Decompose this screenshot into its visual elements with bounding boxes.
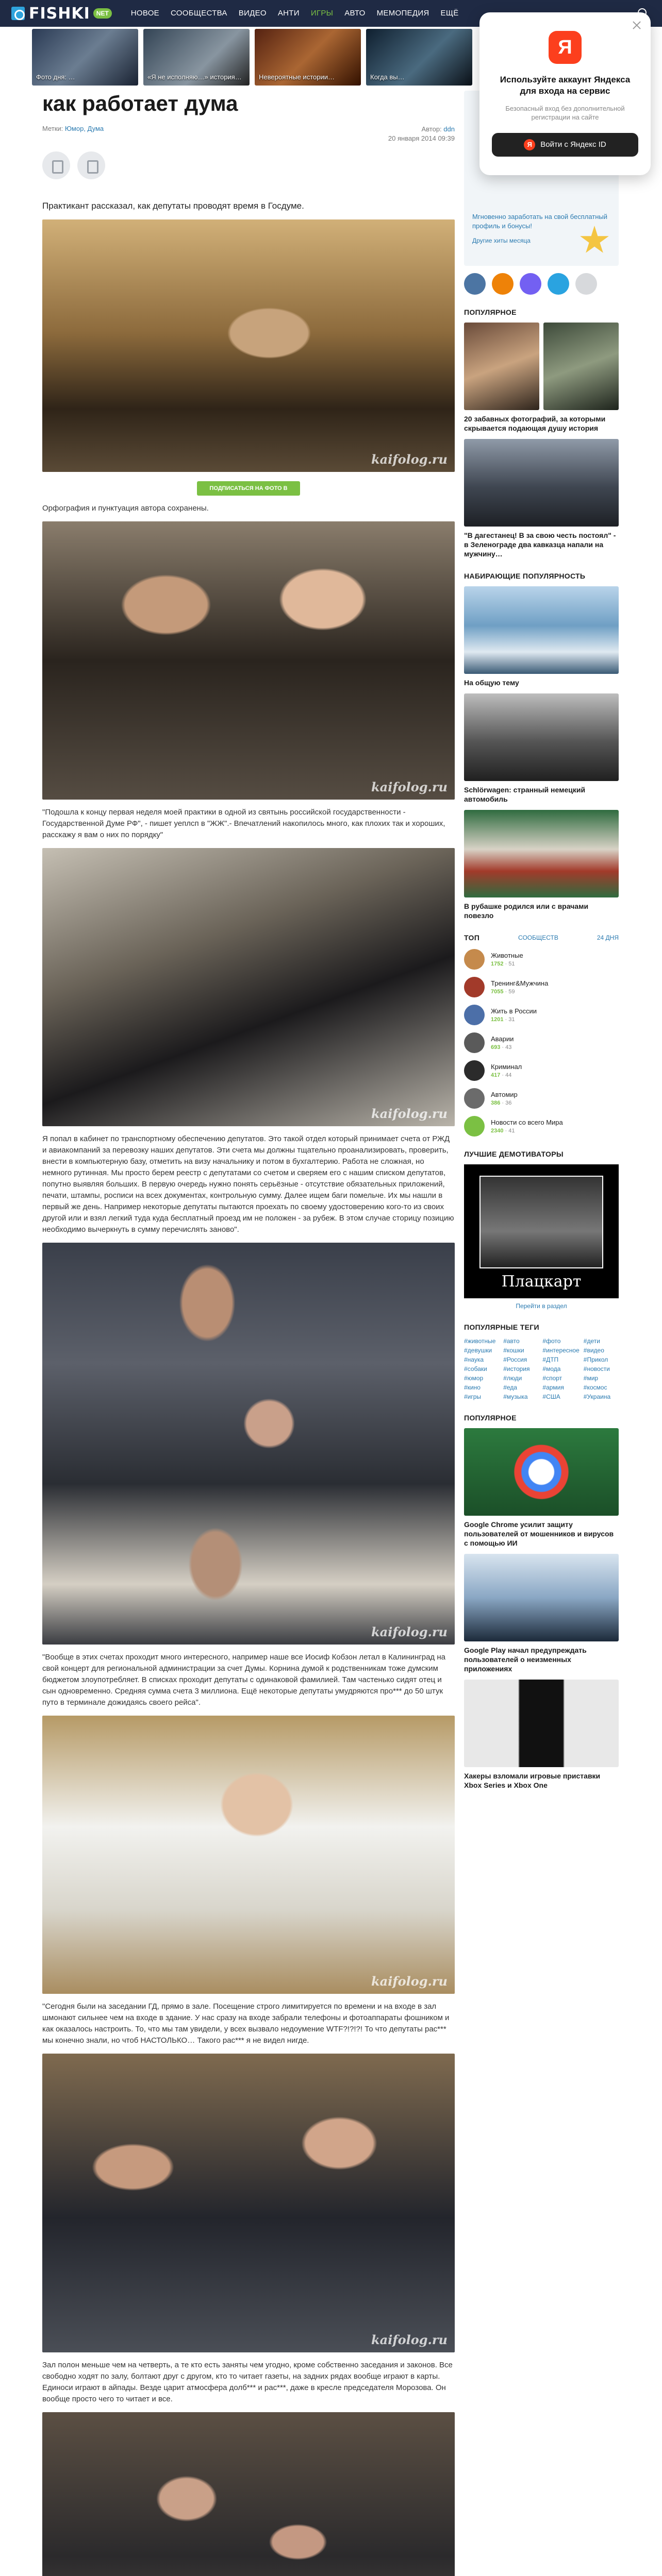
yandex-login-button[interactable] [492,133,638,157]
top-period-select[interactable]: 24 ДНЯ [597,934,619,941]
tag-link[interactable]: #фото [542,1337,561,1345]
telegram-icon[interactable] [548,273,569,295]
community-name: Животные [491,952,523,959]
trending-title: НАБИРАЮЩИЕ ПОПУЛЯРНОСТЬ [464,572,586,580]
community-score: 59 [508,989,515,995]
community-count: 417 [491,1072,501,1078]
tag-link[interactable]: #собаки [464,1365,487,1372]
trending-item[interactable] [464,693,619,804]
trending-image [464,586,619,674]
popular2-item[interactable] [464,1680,619,1790]
nav-auto[interactable]: АВТО [344,9,366,18]
yandex-login-label: Войти с Яндекс ID [540,140,606,149]
article-photo [42,2412,455,2576]
community-score: 44 [505,1072,512,1078]
photo-caption: Зал полон меньше чем на четверть, а те кто есть заняты чем угодно, кроме собственно заседания и законов. Все свободно ходят по залу, болтают друг с другом, кто то читает газеты, на задних рядах вообще играют в карты. Единоси играют в айпады. Везде царит атмосфера долб*** и рас***, даже в кресле председателя Морозова. Он вообще просто чего то читает и все. [42,2361,453,2403]
trending-caption: На общую тему [464,679,519,687]
tag-link[interactable]: #игры [464,1393,482,1400]
tag-link[interactable]: #дети [583,1337,600,1345]
community-score: 41 [508,1128,515,1134]
photo-caption: "Сегодня были на заседании ГД, прямо в зале. Посещение строго лимитируется по времени и на входе в зал шмонают сильнее чем на входе в здание. У нас сразу на входе забрали телефоны и фотоаппараты фошником и как оказалось настроить. То, что мы там увидели, у всех вызвало недоумение WTF?!?!?! То что депутаты рас*** мы конечно знали, но чтоб НАСТОЛЬКО… Такого рас*** я не видел нигде. [42,2002,450,2045]
demotivator-image [479,1176,603,1268]
tag-link[interactable]: #спорт [542,1375,562,1382]
top-community[interactable]: Криминал 417 · 44 [464,1060,619,1081]
tag-link[interactable]: #мода [542,1365,561,1372]
article-tags[interactable]: Юмор, Дума [64,125,104,132]
nav-memopedia[interactable]: МЕМОПЕДИЯ [376,9,429,18]
community-name: Новости со всего Мира [491,1118,563,1126]
popular2-caption: Google Play начал предупреждать пользователей о неизменных приложениях [464,1646,587,1673]
demotivators-link[interactable]: Перейти в раздел [516,1302,567,1310]
logo-text: FISHKI [29,4,90,23]
subscribe-gallery-button[interactable]: ПОДПИСАТЬСЯ НА ФОТО В ГАЛЕРЕЕ [197,481,300,496]
top-community[interactable]: Тренинг&Мужчина 7055 · 59 [464,977,619,997]
community-count: 1201 [491,1016,504,1023]
top-community[interactable]: Животные 1752 · 51 [464,949,619,970]
community-name: Жить в России [491,1007,537,1015]
photo-watermark: kaifolog.ru [371,2332,448,2347]
article-photo [42,1243,455,1645]
community-score: 36 [505,1100,512,1106]
yandex-title: Используйте аккаунт Яндекса для входа на сервис [500,75,631,96]
popular-caption: 20 забавных фотографий, за которыми скрывается подающая душу история [464,415,606,432]
tag-link[interactable]: #еда [503,1384,517,1391]
promo-card[interactable] [143,29,250,86]
article-actions [42,151,455,179]
community-score: 43 [505,1044,512,1050]
tag-link[interactable]: #история [503,1365,530,1372]
popular-title: ПОПУЛЯРНОЕ [464,308,517,316]
yandex-subtitle: Безопасный вход без дополнительной регистрации на сайте [505,105,625,121]
yandex-icon: Я [524,139,535,150]
trending-caption: Schlörwagen: странный немецкий автомобиль [464,786,586,803]
popular2-item[interactable] [464,1554,619,1673]
popular2-caption: Хакеры взломали игровые приставки Xbox Series и Xbox One [464,1772,601,1789]
photo-caption: Я попал в кабинет по транспортному обеспечению депутатов. Это такой отдел который принимает счета от РЖД и авиакомпаний за перевозку наших депутатов. Эти счета мы должны тщательно проанализировать, проверить, внести в компьютерную базу, отметить на визу начальнику и потом в бухгалтерию. Работа не сложная, но немного рутинная. Мы просто берем реестр с депутатами со счетом и сверяем его с нашим списком депутатов, попутно выявляя больших. В первую очередь нужно понять серьёзные - отсутствие обязательных приложений, печати, штампы, росписи на всех документах, контрольную сумму. Далее ищем баги помельче. Их мы нашли в первый же день. Например некоторые депутаты пытаются проехать по своему удостоверению кого-то из своих другой или и взял легкий туда куда бесплатный проезд им не положен - за рубеж. В этом случае сторицу позицию необходимо вычеркнуть в сумму перечислять заново". [42,1134,454,1234]
community-score: 31 [508,1016,515,1023]
article-photo [42,1716,455,1994]
trending-caption: В рубашке родился или с врачами повезло [464,902,589,920]
tag-link[interactable]: #Россия [503,1356,527,1363]
community-avatar [464,977,485,997]
tag-link[interactable]: #армия [542,1384,564,1391]
community-avatar [464,949,485,970]
tag-link[interactable]: #наука [464,1356,484,1363]
photo-watermark: kaifolog.ru [371,452,448,467]
tag-link[interactable]: #интересное [542,1347,580,1354]
demotivator-caption: Плацкарт [501,1273,582,1291]
viber-icon[interactable] [520,273,541,295]
promo-caption: Невероятные истории… [259,73,335,81]
tag-link[interactable]: #космос [583,1384,607,1391]
main-menu [125,0,465,27]
promo-link[interactable]: Другие хиты месяца [472,237,531,244]
tag-link[interactable]: #авто [503,1337,520,1345]
community-name: Аварии [491,1035,514,1043]
top-header [464,934,619,942]
tag-link[interactable]: #Украина [583,1393,611,1400]
top-community[interactable]: Жить в России 1201 · 31 [464,1005,619,1025]
tag-link[interactable]: #Прикол [583,1356,608,1363]
community-avatar [464,1032,485,1053]
tag-link[interactable]: #кино [464,1384,481,1391]
photo-watermark: kaifolog.ru [371,779,448,794]
author-link[interactable]: ddn [443,125,455,133]
photo-caption: "Подошла к концу первая неделя моей практики в одной из святынь российской государственности - Государственной Думе РФ", - пишет уеплсп в "ЖЖ".- Впечатлений накопилось много, как плохих так и хороших, расскажу я вам о них по порядку" [42,808,445,839]
promo-card[interactable] [32,29,138,86]
article-date: 20 января 2014 09:39 [388,134,455,142]
site-logo[interactable] [0,0,112,27]
popular-item[interactable] [464,439,619,558]
tag-link[interactable]: #юмор [464,1375,484,1382]
vk-icon[interactable] [464,273,486,295]
logo-badge: NET [93,8,112,19]
author-note: Орфография и пунктуация автора сохранены. [42,504,209,513]
google-play-image [464,1554,619,1641]
community-score: 51 [508,961,515,967]
promo-text[interactable]: Мгновенно заработать на свой бесплатный профиль и бонусы! [472,213,608,230]
xbox-image [464,1680,619,1767]
community-avatar [464,1005,485,1025]
sidebar [464,91,619,1790]
trending-item[interactable] [464,586,619,687]
top-community[interactable]: Аварии 693 · 43 [464,1032,619,1053]
photo-watermark: kaifolog.ru [371,1106,448,1121]
promo-caption: «Я не исполняю…» история… [147,73,242,81]
community-count: 386 [491,1100,501,1106]
community-avatar [464,1060,485,1081]
popular2-title: ПОПУЛЯРНОЕ [464,1414,517,1422]
nav-games[interactable]: ИГРЫ [310,9,334,18]
nav-video[interactable]: ВИДЕО [238,9,267,18]
community-count: 7055 [491,989,504,995]
yandex-logo: Я [549,31,582,64]
tag-link[interactable]: #животные [464,1337,496,1345]
popular-image [464,439,619,527]
popular-tags [464,1337,619,1400]
popular2-item[interactable] [464,1428,619,1548]
social-links [464,273,619,295]
promo-card[interactable] [366,29,472,86]
trending-image [464,693,619,781]
odnoklassniki-icon[interactable] [492,273,514,295]
popular-caption: "В дагестанец! В за свою честь постоял" - в Зеленограде два кавказца напали на мужчину… [464,531,616,558]
promo-strip [32,29,475,86]
nav-more[interactable]: ЕЩЁ [440,9,459,18]
tag-link[interactable]: #видео [583,1347,604,1354]
tag-link[interactable]: #мир [583,1375,599,1382]
article-meta [42,125,455,143]
tags-label: Метки: [42,125,63,132]
tag-link[interactable]: #США [542,1393,560,1400]
demotivator-card[interactable] [464,1164,619,1298]
popular-image [464,323,539,410]
popular-item[interactable] [464,323,619,433]
community-name: Тренинг&Мужчина [491,979,549,987]
tag-link[interactable]: #музыка [503,1393,528,1400]
top-type-select[interactable]: СООБЩЕСТВ [518,934,558,941]
article-photo [42,2054,455,2352]
nav-communities[interactable]: СООБЩЕСТВА [170,9,227,18]
photo-watermark: kaifolog.ru [371,1624,448,1639]
article-photo [42,521,455,800]
promo-card[interactable] [255,29,361,86]
article [42,91,455,2576]
photo-caption: "Вообще в этих счетах проходит много интересного, например наше все Иосиф Кобзон летал в Калининград на свой концерт для региональной администрации за счет Думы. Корнина думой к родственникам тоже думским бюджетом злоупотребляет. В списках проходит депутаты с одинаковой фамилией. Там частенько сидят отец и сын одновременно. Средняя сумма счета 3 миллиона. Ещё некоторые депутаты умудряются про*** до 50 штук путо в терминале дожидаясь своего рейса". [42,1653,445,1707]
comment-button[interactable] [42,151,70,179]
nav-anti[interactable]: АНТИ [277,9,300,18]
tag-link[interactable]: #ДТП [542,1356,559,1363]
chrome-image [464,1428,619,1516]
top-community[interactable]: Автомир 386 · 36 [464,1088,619,1109]
trending-item[interactable] [464,810,619,920]
trending-image [464,810,619,897]
author-label: Автор: [421,125,442,133]
top-title: ТОП [464,934,480,942]
community-count: 2340 [491,1128,504,1134]
demotivators-title: ЛУЧШИЕ ДЕМОТИВАТОРЫ [464,1150,564,1158]
favorite-button[interactable] [77,151,105,179]
nav-new[interactable]: НОВОЕ [130,9,159,18]
top-community[interactable]: Новости со всего Мира 2340 · 41 [464,1116,619,1137]
popular-image [543,323,619,410]
tag-link[interactable]: #кошки [503,1347,524,1354]
tag-link[interactable]: #новости [583,1365,610,1372]
community-avatar [464,1116,485,1137]
article-lead: Практикант рассказал, как депутаты проводят время в Госдуме. [42,201,304,211]
community-avatar [464,1088,485,1109]
photo-watermark: kaifolog.ru [371,1974,448,1989]
promo-caption: Когда вы… [370,73,405,81]
community-count: 1752 [491,961,504,967]
close-icon[interactable] [631,20,642,31]
community-name: Криминал [491,1063,522,1071]
popular2-caption: Google Chrome усилит защиту пользователей от мошенников и вирусов с помощью ИИ [464,1520,614,1547]
article-title: как работает дума [42,91,238,115]
yandex-zen-icon[interactable] [575,273,597,295]
promo-caption: Фото дня: … [36,73,75,81]
community-count: 693 [491,1044,501,1050]
article-photo [42,219,455,472]
tag-link[interactable]: #девушки [464,1347,492,1354]
article-photo [42,848,455,1126]
tags-title: ПОПУЛЯРНЫЕ ТЕГИ [464,1323,539,1331]
community-name: Автомир [491,1091,518,1098]
yandex-login-popup [479,12,651,175]
tag-link[interactable]: #люди [503,1375,522,1382]
logo-icon [11,7,25,20]
